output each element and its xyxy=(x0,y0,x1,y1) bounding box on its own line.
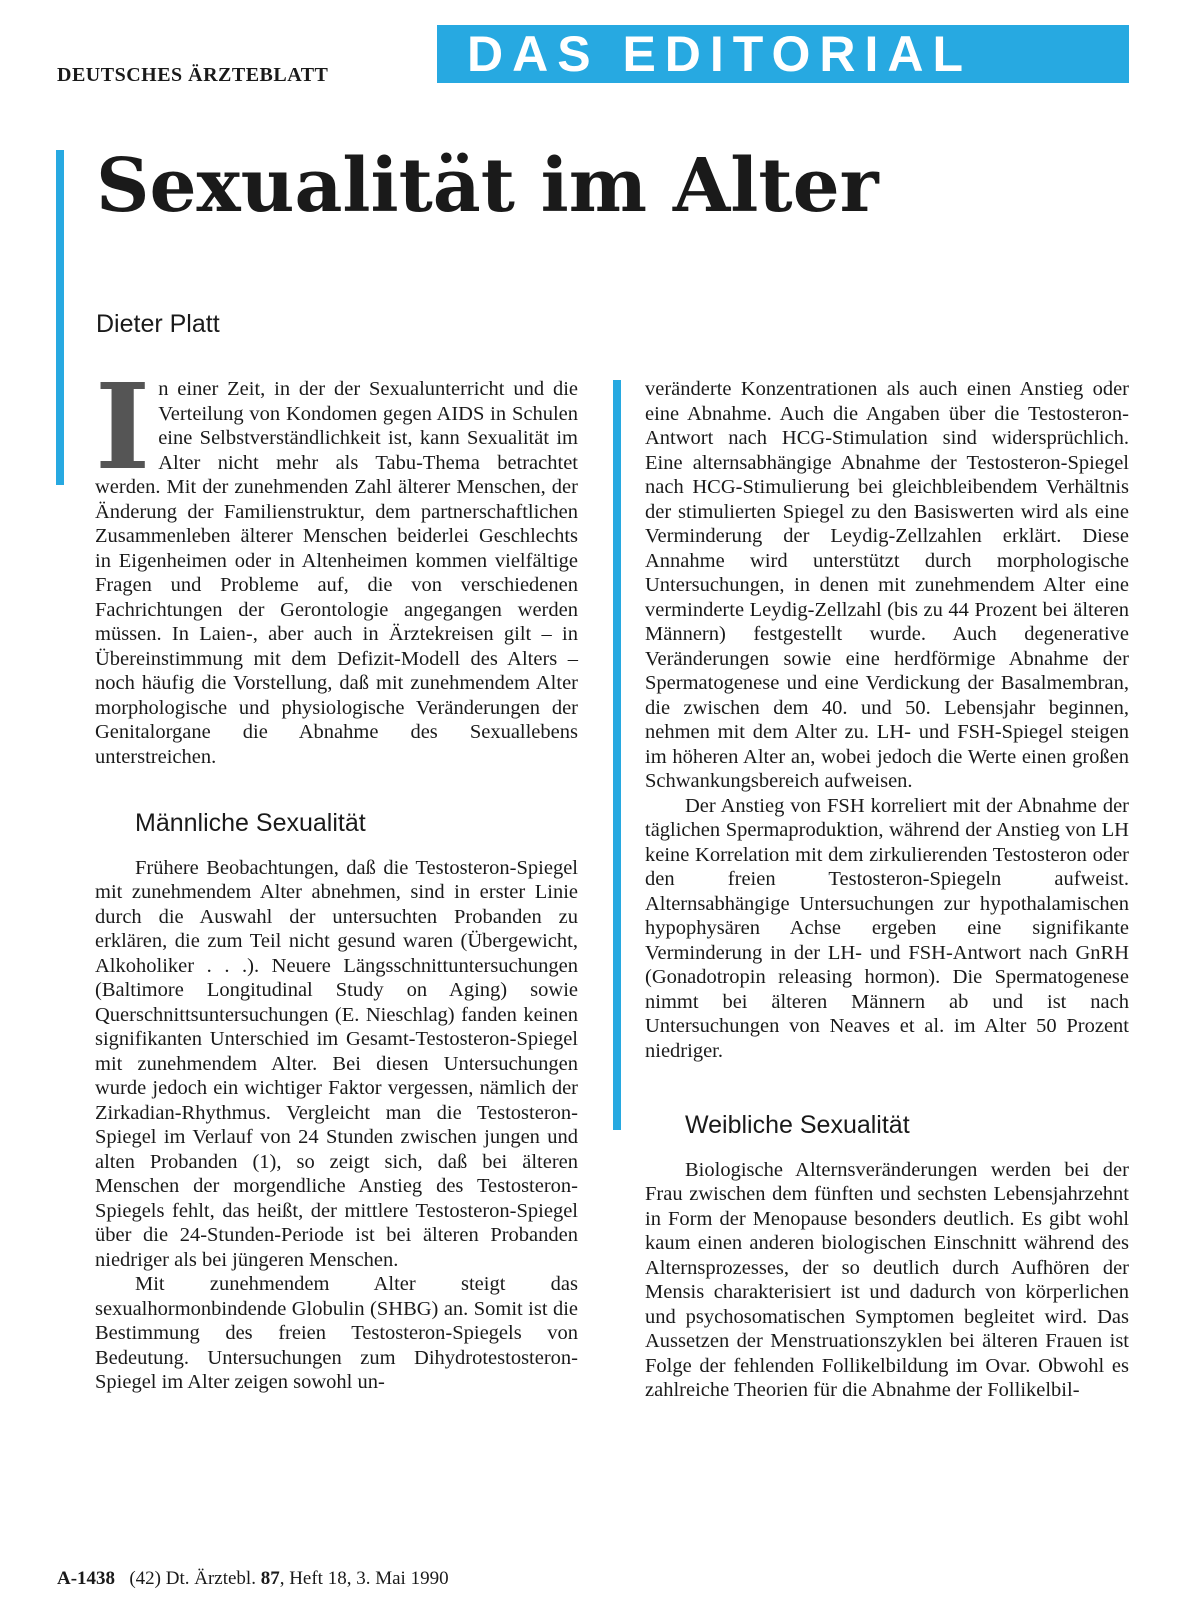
section-banner xyxy=(437,25,1129,83)
right-column xyxy=(645,377,1129,1403)
volume-number: 87 xyxy=(260,1568,280,1589)
intro-text: n einer Zeit, in der der Sexualunterricht und die Verteilung von Kondomen gegen AIDS in Schulen eine Selbstverständlichkeit ist, kann Sexualität im Alter nicht mehr als Tabu-Thema betrachtet werden. Mit der zunehmenden Zahl älterer Menschen, der Änderung der Familienstruktur, dem partnerschaftlichen Zusammenleben älterer Menschen beiderlei Geschlechts in Eigenheimen oder in Altenheimen kommen vielfältige Fragen und Probleme auf, die von verschiedenen Fachrichtungen der Gerontologie angegangen werden müssen. In Laien-, aber auch in Ärztekreisen gilt – in Übereinstimmung mit dem Defizit-Modell des Alters – noch häufig die Vorstellung, daß mit zunehmendem Alter morphologische und physiologische Veränderungen der Genitalorgane die Abnahme des Sexuallebens unterstreichen. xyxy=(95,378,578,768)
page-footer xyxy=(57,1568,449,1590)
right-paragraph-1: veränderte Konzentrationen als auch einen Anstieg oder eine Abnahme. Auch die Angaben über die Testosteron-Antwort nach HCG-Stimulation sind widersprüchlich. Eine alternsabhängige Abnahme der Testosteron-Spiegel nach HCG-Stimulierung bei gleichbleibendem Verhältnis der stimulierten Spiegel zu den Basiswerten wird als eine Verminderung der Leydig-Zellzahlen erklärt. Diese Annahme wird unterstützt durch morphologische Untersuchungen, in denen mit zunehmendem Alter eine verminderte Leydig-Zellzahl (bis zu 44 Prozent bei älteren Männern) festgestellt wurde. Auch degenerative Veränderungen sowie eine herdförmige Abnahme der Spermatogenese und eine Verdickung der Basalmembran, die zwischen dem 40. und 50. Lebensjahr beginnen, nehmen mit dem Alter zu. LH- und FSH-Spiegel steigen im höheren Alter an, wobei jedoch die Werte einen großen Schwankungsbereich aufweisen. xyxy=(645,378,1129,792)
drop-cap: I xyxy=(95,357,151,496)
left-column xyxy=(95,357,578,1395)
male-paragraph-1: Frühere Beobachtungen, daß die Testosteron-Spiegel mit zunehmendem Alter abnehmen, sind in erster Linie durch die Auswahl der untersuchten Probanden zu erklären, die zum Teil nicht gesund waren (Übergewicht, Alkoholiker . . .). Neuere Längsschnittuntersuchungen (Baltimore Longitudinal Study on Aging) sowie Querschnittsuntersuchungen (E. Nieschlag) fanden keinen signifikanten Unterschied im Gesamt-Testosteron-Spiegel mit zunehmendem Alter. Bei diesen Untersuchungen wurde jedoch ein wichtiger Faktor vergessen, nämlich der Zirkadian-Rhythmus. Vergleicht man die Testosteron-Spiegel im Verlauf von 24 Stunden zwischen jungen und alten Probanden (1), so zeigt sich, daß bei älteren Menschen der morgendliche Anstieg des Testosteron-Spiegels fehlt, das heißt, der mittlere Testosteron-Spiegel über die 24-Stunden-Periode ist bei älteren Probanden niedriger als bei jüngeren Menschen. xyxy=(95,856,578,1271)
citation-prefix: (42) Dt. Ärztebl. xyxy=(115,1568,261,1589)
heading-male-sexuality: Männliche Sexualität xyxy=(135,809,366,837)
heading-female-sexuality: Weibliche Sexualität xyxy=(685,1111,910,1139)
section-label: DAS EDITORIAL xyxy=(467,26,972,82)
title-accent-bar xyxy=(56,150,64,485)
page-code: A-1438 xyxy=(57,1568,116,1589)
journal-name: DEUTSCHES ÄRZTEBLATT xyxy=(57,64,329,86)
female-paragraph-1: Biologische Alternsveränderungen werden bei der Frau zwischen dem fünften und sechsten Lebensjahrzehnt in Form der Menopause besonders deutlich. Es gibt wohl kaum einen anderen biologischen Einschnitt während des Alternsprozesses, der so deutlich durch Aufhören der Mensis charakterisiert ist und dadurch von körperlichen und psychosomatischen Symptomen begleitet wird. Das Aussetzen der Menstruationszyklen bei älteren Frauen ist Folge der fehlenden Follikelbildung im Ovar. Obwohl es zahlreiche Theorien für die Abnahme der Follikelbil- xyxy=(645,1158,1129,1401)
article-author: Dieter Platt xyxy=(96,310,220,338)
male-paragraph-2: Mit zunehmendem Alter steigt das sexualhormonbindende Globulin (SHBG) an. Somit ist die Bestimmung des freien Testosteron-Spiegels von Bedeutung. Untersuchungen zum Dihydrotestosteron-Spiegel im Alter zeigen sowohl un- xyxy=(95,1273,578,1393)
article-title: Sexualität im Alter xyxy=(96,143,879,229)
right-paragraph-2: Der Anstieg von FSH korreliert mit der Abnahme der täglichen Spermaproduktion, während der Anstieg von LH keine Korrelation mit dem zirkulierenden Testosteron oder den freien Testosteron-Spiegeln aufweist. Alternsabhängige Untersuchungen zur hypothalamischen hypophysären Achse ergeben eine signifikante Verminderung in der LH- und FSH-Antwort nach GnRH (Gonadotropin releasing hormon). Die Spermatogenese nimmt bei älteren Männern ab und ist nach Untersuchungen von Neaves et al. im Alter 50 Prozent niedriger. xyxy=(645,794,1129,1062)
column-accent-bar xyxy=(613,380,621,1130)
citation-suffix: , Heft 18, 3. Mai 1990 xyxy=(279,1568,449,1589)
intro-paragraph xyxy=(95,357,578,769)
